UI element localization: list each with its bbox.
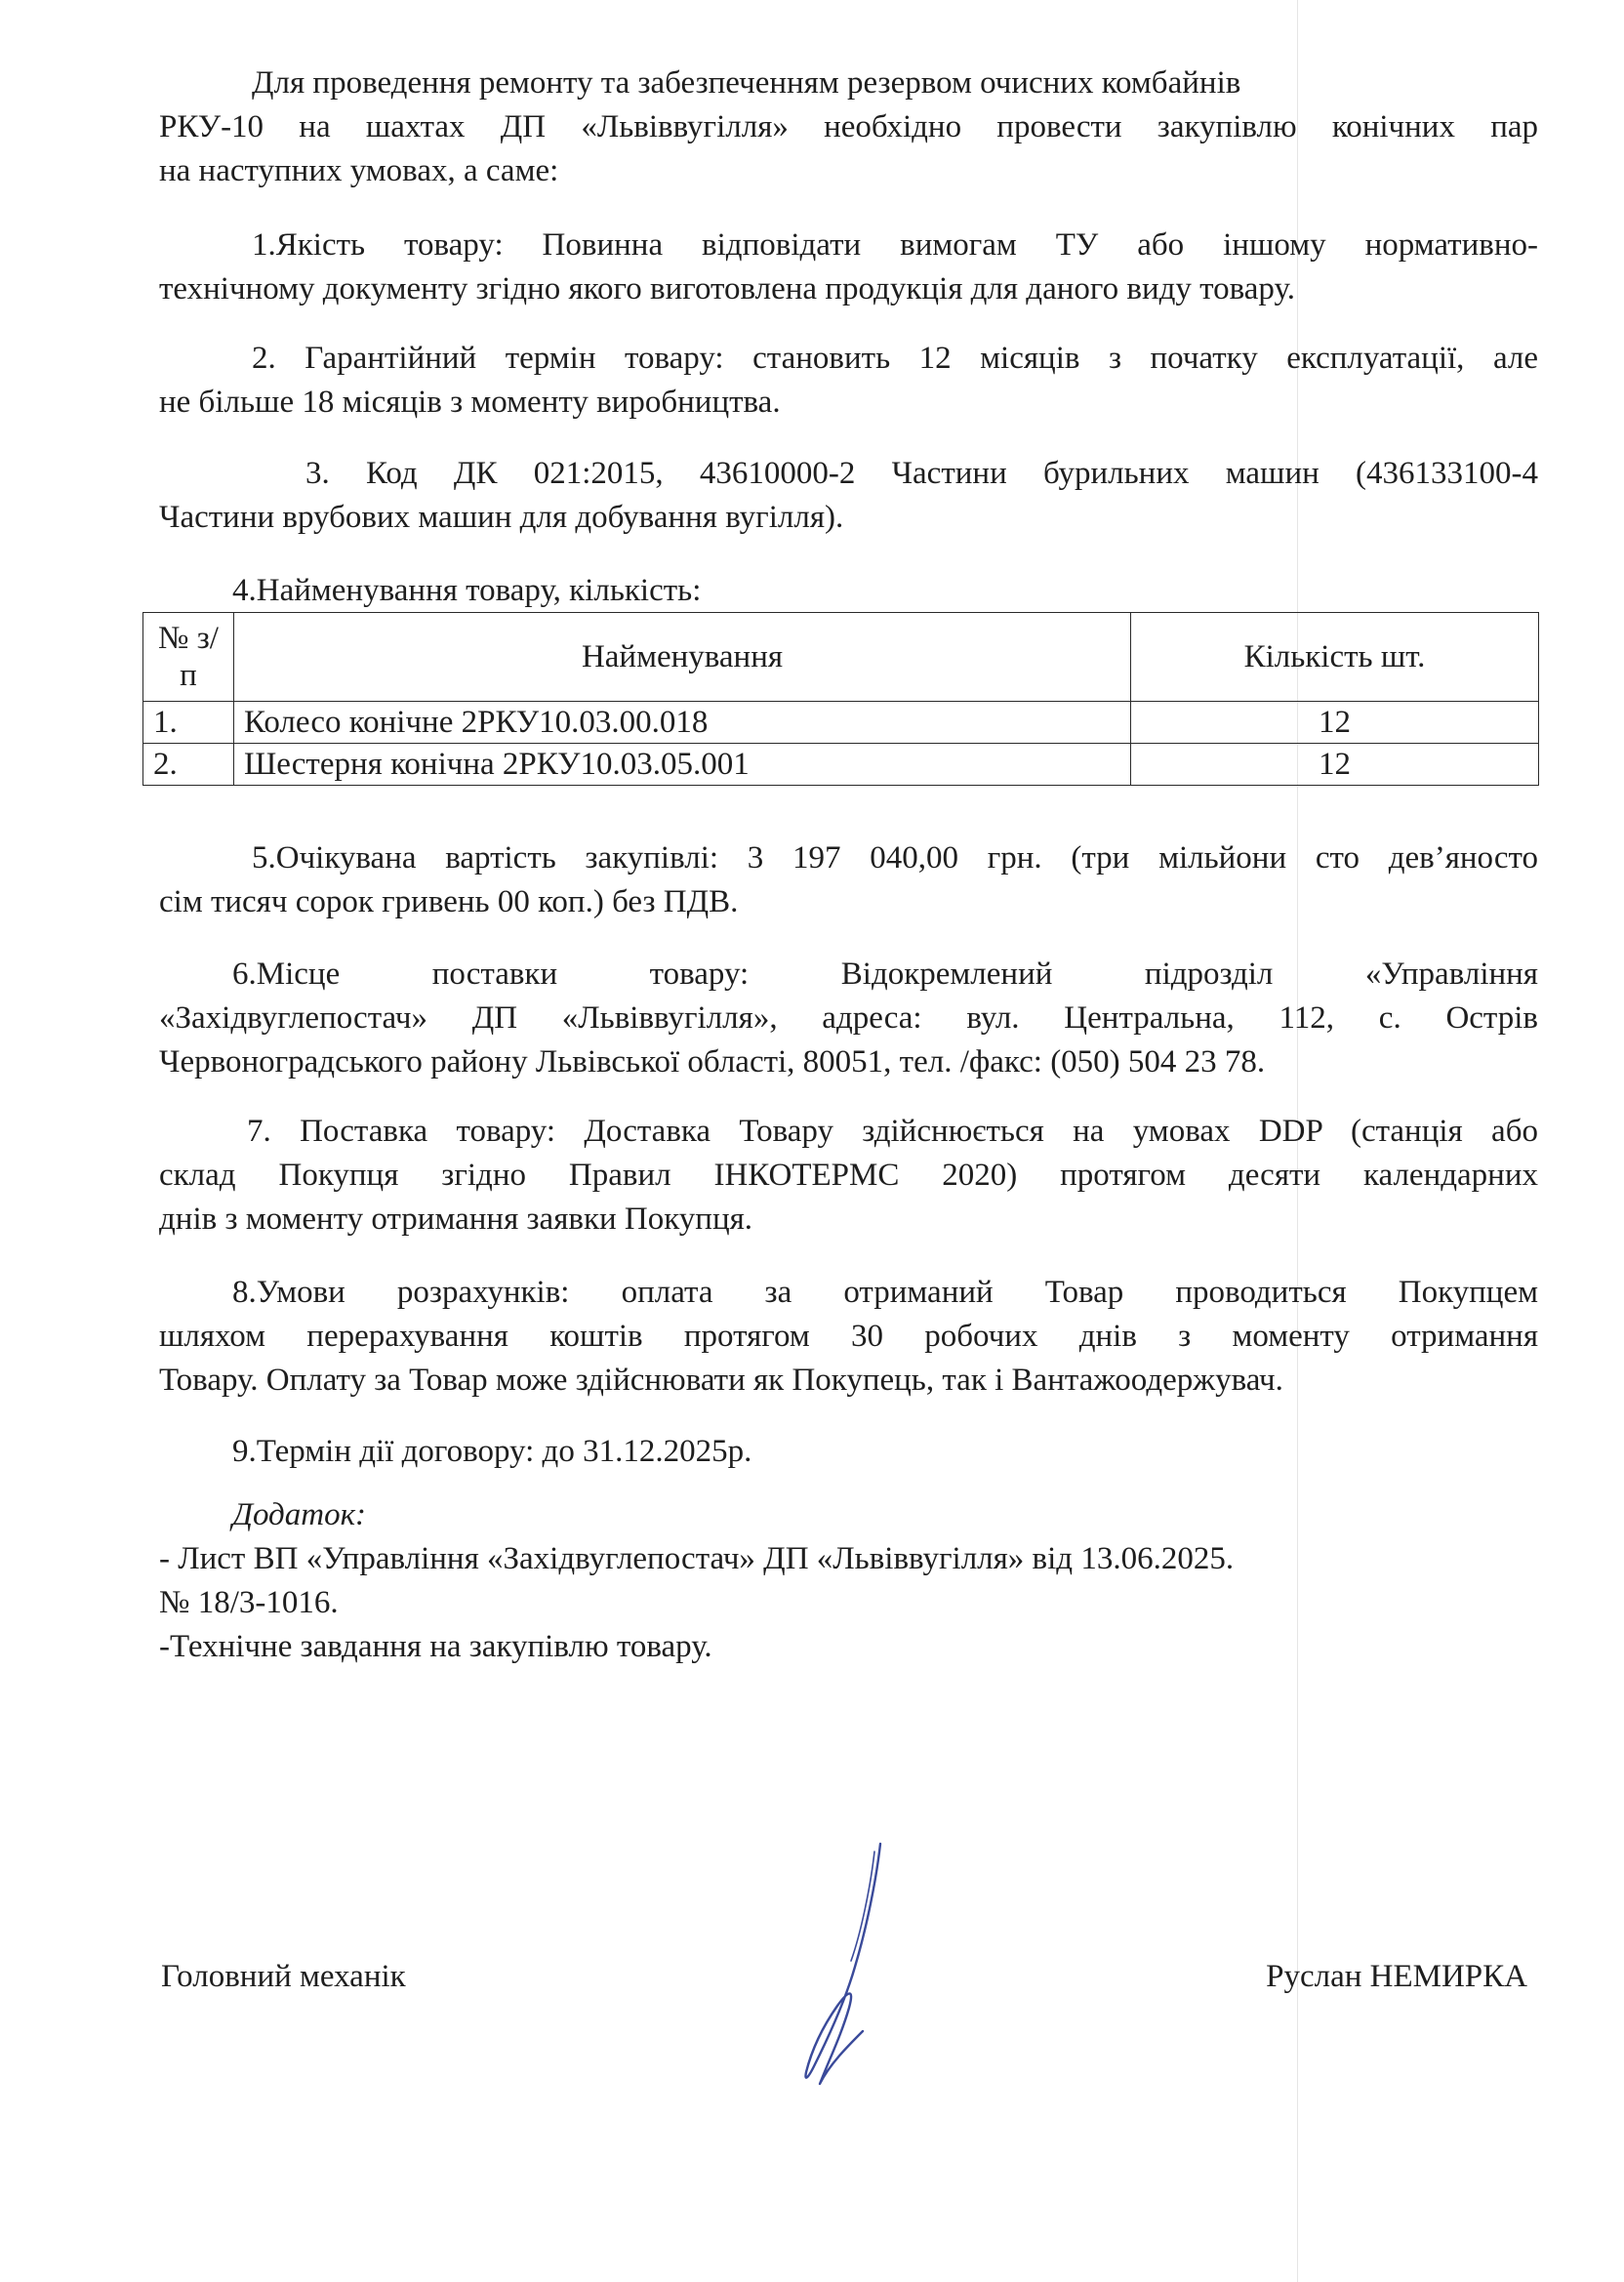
item-8-line-1: 8.Умови розрахунків: оплата за отриманий Товар проводиться Покупцем — [232, 1275, 1538, 1310]
item-7-line-3: днів з моменту отримання заявки Покупця. — [159, 1202, 753, 1237]
appendix-block — [159, 1493, 1538, 1669]
row-quantity: 12 — [1131, 702, 1539, 744]
intro-line-3: на наступних умовах, а саме: — [159, 153, 559, 188]
intro-paragraph — [159, 61, 1538, 193]
intro-line-1: Для проведення ремонту та забезпеченням резервом очисних комбайнів — [252, 65, 1241, 101]
item-6-paragraph — [159, 953, 1538, 1084]
item-6-line-3: Червоноградського району Львівської області, 80051, тел. /факс: (050) 504 23 78. — [159, 1044, 1266, 1080]
table-header-row — [143, 613, 1539, 702]
item-9-paragraph — [159, 1430, 1538, 1474]
item-5-line-2: сім тисяч сорок гривень 00 коп.) без ПДВ. — [159, 884, 739, 919]
table-row — [143, 702, 1539, 744]
appendix-title: Додаток: — [232, 1497, 367, 1532]
item-1-paragraph — [159, 224, 1538, 311]
item-6-line-1: 6.Місце поставки товару: Відокремлений підрозділ «Управління — [232, 957, 1538, 992]
item-5-paragraph — [159, 836, 1538, 924]
item-2-line-1: 2. Гарантійний термін товару: становить 12 місяців з початку експлуатації, але — [252, 341, 1538, 376]
item-3-paragraph — [159, 452, 1538, 540]
header-number: № з/п — [143, 613, 234, 702]
item-8-paragraph — [159, 1271, 1538, 1403]
header-name: Найменування — [234, 613, 1131, 702]
row-name: Колесо конічне 2РКУ10.03.00.018 — [234, 702, 1131, 744]
item-3-line-2: Частини врубових машин для добування вугілля). — [159, 500, 844, 535]
intro-line-2: РКУ-10 на шахтах ДП «Львіввугілля» необхідно провести закупівлю конічних пар — [159, 109, 1538, 144]
row-number: 2. — [143, 744, 234, 786]
item-9-line-1: 9.Термін дії договору: до 31.12.2025р. — [232, 1434, 752, 1469]
signer-name: Руслан НЕМИРКА — [1266, 1959, 1527, 1994]
item-5-line-1: 5.Очікувана вартість закупівлі: 3 197 040,00 грн. (три мільйони сто дев’яносто — [252, 840, 1538, 876]
item-2-line-2: не більше 18 місяців з моменту виробництва. — [159, 385, 781, 420]
item-7-line-2: склад Покупця згідно Правил ІНКОТЕРМС 2020) протягом десяти календарних — [159, 1158, 1538, 1193]
item-6-line-2: «Західвуглепостач» ДП «Львіввугілля», адреса: вул. Центральна, 112, с. Острів — [159, 1000, 1538, 1036]
item-7-line-1: 7. Поставка товару: Доставка Товару здійснюється на умовах DDP (станція або — [247, 1114, 1538, 1149]
header-quantity: Кількість шт. — [1131, 613, 1539, 702]
item-2-paragraph — [159, 337, 1538, 425]
handwritten-signature — [791, 1840, 908, 2094]
item-8-line-3: Товару. Оплату за Товар може здійснювати як Покупець, так і Вантажоодержувач. — [159, 1363, 1283, 1398]
row-number: 1. — [143, 702, 234, 744]
item-1-line-2: технічному документу згідно якого виготовлена продукція для даного виду товару. — [159, 271, 1295, 306]
row-quantity: 12 — [1131, 744, 1539, 786]
appendix-line-3: -Технічне завдання на закупівлю товару. — [159, 1629, 712, 1664]
table-row — [143, 744, 1539, 786]
row-name: Шестерня конічна 2РКУ10.03.05.001 — [234, 744, 1131, 786]
goods-table — [142, 612, 1539, 786]
signer-position: Головний механік — [161, 1959, 406, 1994]
item-7-paragraph — [159, 1110, 1538, 1242]
appendix-line-2: № 18/3-1016. — [159, 1585, 339, 1620]
item-1-line-1: 1.Якість товару: Повинна відповідати вимогам ТУ або іншому нормативно- — [252, 227, 1538, 263]
item-4-title: 4.Найменування товару, кількість: — [232, 573, 702, 608]
item-3-line-1: 3. Код ДК 021:2015, 43610000-2 Частини бурильних машин (436133100-4 — [305, 456, 1538, 491]
appendix-line-1: - Лист ВП «Управління «Західвуглепостач» ДП «Львіввугілля» від 13.06.2025. — [159, 1541, 1235, 1576]
item-8-line-2: шляхом перерахування коштів протягом 30 робочих днів з моменту отримання — [159, 1319, 1538, 1354]
